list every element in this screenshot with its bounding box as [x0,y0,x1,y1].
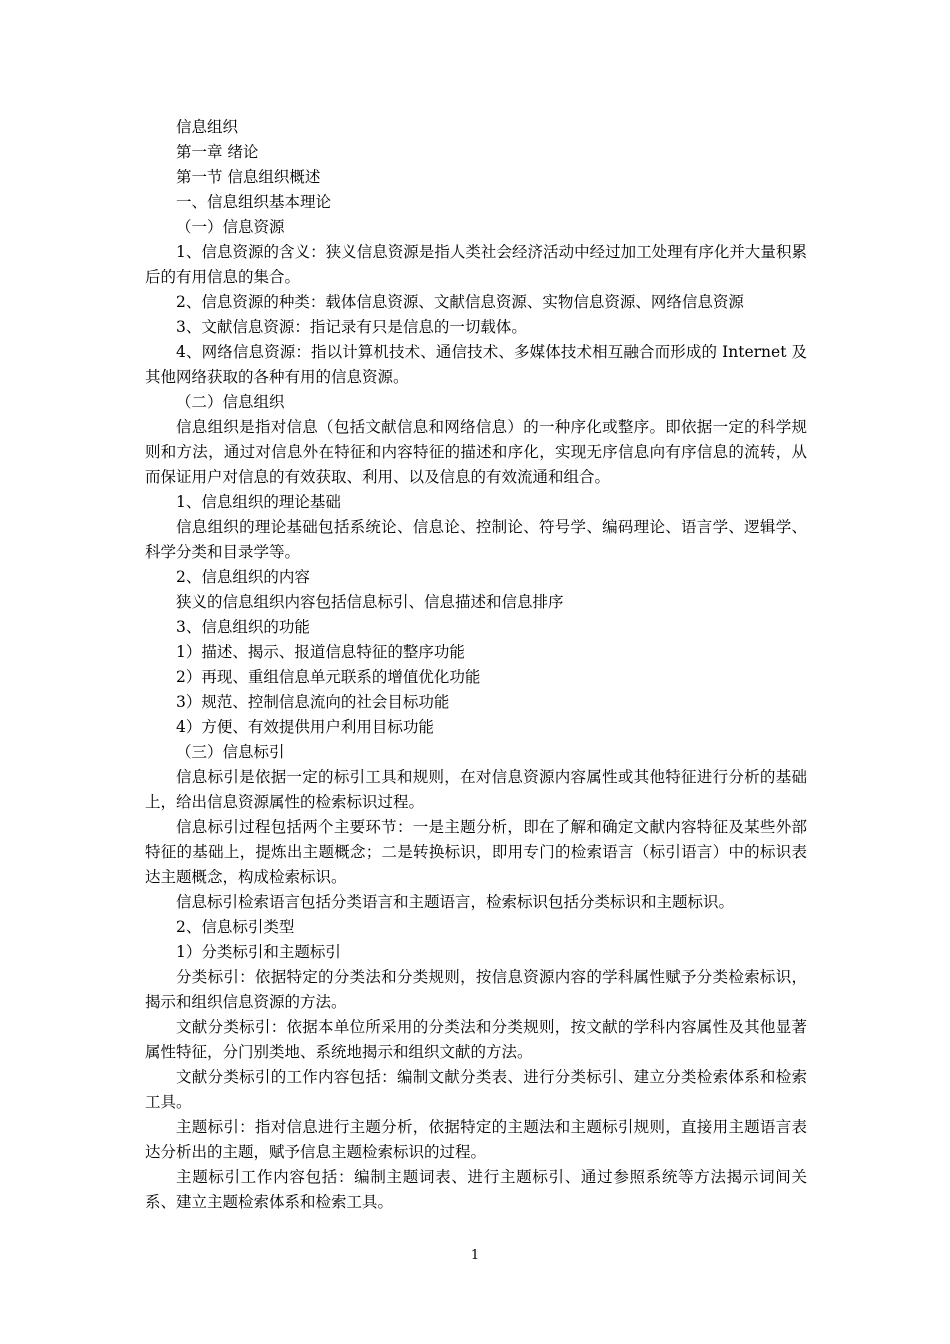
paragraph: 主题标引工作内容包括：编制主题词表、进行主题标引、通过参照系统等方法揭示词间关系、建立主题检索体系和检索工具。 [145,1168,807,1211]
list-item: 3）规范、控制信息流向的社会目标功能 [176,693,450,711]
section-heading: 第一节 信息组织概述 [176,168,321,186]
paragraph: 分类标引：依据特定的分类法和分类规则，按信息资源内容的学科属性赋予分类检索标识，揭示和组织信息资源的方法。 [145,968,807,1011]
list-item: 4）方便、有效提供用户利用目标功能 [176,718,434,736]
paragraph: 2、信息资源的种类：载体信息资源、文献信息资源、实物信息资源、网络信息资源 [176,293,744,311]
list-item: 2）再现、重组信息单元联系的增值优化功能 [176,668,481,686]
paragraph: 信息组织的理论基础包括系统论、信息论、控制论、符号学、编码理论、语言学、逻辑学、科学分类和目录学等。 [145,518,807,561]
heading-theory: 一、信息组织基本理论 [176,193,332,211]
paragraph: 1、信息组织的理论基础 [176,493,341,511]
paragraph: 主题标引：指对信息进行主题分析，依据特定的主题法和主题标引规则，直接用主题语言表达分析出的主题，赋予信息主题检索标识的过程。 [145,1118,807,1161]
paragraph: 1）分类标引和主题标引 [176,943,341,961]
page-number: 1 [470,1248,480,1263]
paragraph: 信息组织是指对信息（包括文献信息和网络信息）的一种序化或整序。即依据一定的科学规则和方法，通过对信息外在特征和内容特征的描述和序化，实现无序信息向有序信息的流转，从而保证用户对信息的有效获取、利用、以及信息的有效流通和组合。 [145,418,807,486]
paragraph: 信息标引是依据一定的标引工具和规则，在对信息资源内容属性或其他特征进行分析的基础上，给出信息资源属性的检索标识过程。 [145,768,807,811]
chapter-heading: 第一章 绪论 [176,143,259,161]
paragraph: 文献分类标引：依据本单位所采用的分类法和分类规则，按文献的学科内容属性及其他显著属性特征，分门别类地、系统地揭示和组织文献的方法。 [145,1018,807,1061]
subheading-information-organization: （二）信息组织 [176,393,285,411]
document-title: 信息组织 [176,118,239,136]
paragraph: 文献分类标引的工作内容包括：编制文献分类表、进行分类标引、建立分类检索体系和检索工具。 [145,1068,807,1111]
subheading-information-resources: （一）信息资源 [176,218,285,236]
paragraph: 2、信息标引类型 [176,918,295,936]
paragraph: 3、信息组织的功能 [176,618,310,636]
paragraph: 信息标引过程包括两个主要环节：一是主题分析，即在了解和确定文献内容特征及某些外部特征的基础上，提炼出主题概念；二是转换标识，即用专门的检索语言（标引语言）中的标识表达主题概念，构成检索标识。 [145,818,807,886]
paragraph: 1、信息资源的含义：狭义信息资源是指人类社会经济活动中经过加工处理有序化并大量积累后的有用信息的集合。 [145,243,807,286]
list-item: 1）描述、揭示、报道信息特征的整序功能 [176,643,465,661]
document-body [145,115,807,1215]
paragraph: 3、文献信息资源：指记录有只是信息的一切载体。 [176,318,527,336]
paragraph: 4、网络信息资源：指以计算机技术、通信技术、多媒体技术相互融合而形成的 Internet 及其他网络获取的各种有用的信息资源。 [145,343,807,386]
paragraph: 狭义的信息组织内容包括信息标引、信息描述和信息排序 [176,593,564,611]
paragraph: 信息标引检索语言包括分类语言和主题语言，检索标识包括分类标识和主题标识。 [176,893,735,911]
paragraph: 2、信息组织的内容 [176,568,310,586]
subheading-information-indexing: （三）信息标引 [176,743,285,761]
